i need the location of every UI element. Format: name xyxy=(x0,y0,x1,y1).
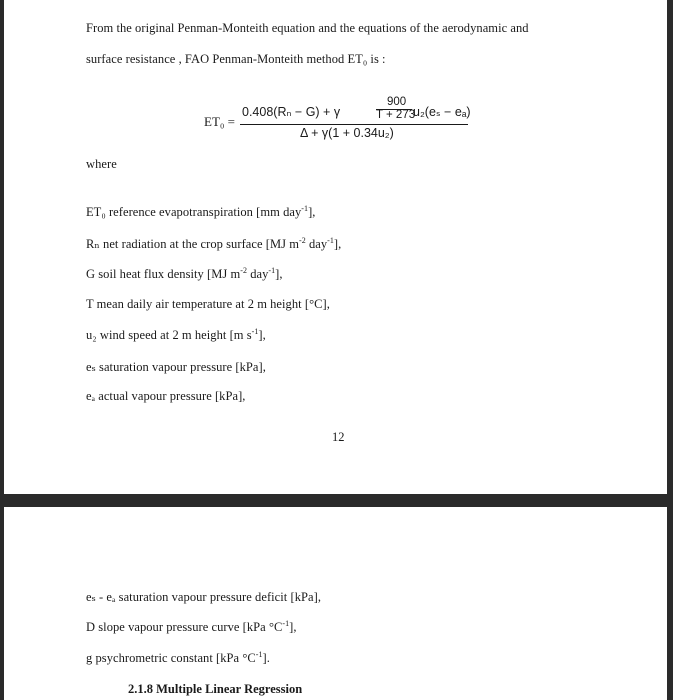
definition-u2 xyxy=(86,328,266,343)
equation-lhs: ET₀ = xyxy=(204,114,235,129)
equation-denominator: Δ + γ(1 + 0.34u₂) xyxy=(300,126,394,140)
definition-t xyxy=(86,297,330,312)
definition-sup-2: -1 xyxy=(327,236,334,245)
definition-text: G soil heat flux density [MJ m xyxy=(86,267,241,281)
where-label: where xyxy=(86,157,117,171)
definition-text: eₐ actual vapour pressure [kPa], xyxy=(86,389,246,403)
definition-text: D slope vapour pressure curve [kPa °C xyxy=(86,620,283,634)
definition-sup: -2 xyxy=(240,266,248,275)
definition-after: ], xyxy=(333,237,342,251)
definition-sup: -1 xyxy=(301,204,309,213)
document-page-1 xyxy=(4,0,667,494)
section-heading: 2.1.8 Multiple Linear Regression xyxy=(128,682,303,696)
definition-after: ], xyxy=(275,267,283,281)
definition-text: eₛ - eₐ saturation vapour pressure deficit [kPa], xyxy=(86,590,321,604)
definition-psychrometric xyxy=(86,651,270,666)
equation-fraction-bottom: T + 273 xyxy=(376,109,416,121)
definition-after: ], xyxy=(308,205,316,219)
page-number: 12 xyxy=(332,430,345,444)
definition-rn xyxy=(86,236,341,252)
definition-slope xyxy=(86,620,297,635)
definition-sup-2: -1 xyxy=(268,266,276,275)
definition-sup: -2 xyxy=(299,236,306,245)
definition-text: eₛ saturation vapour pressure [kPa], xyxy=(86,360,266,374)
definition-deficit xyxy=(86,589,321,605)
definition-sup: -1 xyxy=(255,650,263,659)
definition-after: ], xyxy=(258,328,266,342)
document-page-2 xyxy=(4,507,667,700)
equation-main-bar xyxy=(240,124,468,125)
definition-text: u₂ wind speed at 2 m height [m s xyxy=(86,328,252,342)
equation-numerator-start: 0.408(Rₙ − G) + γ xyxy=(242,105,341,119)
definition-es xyxy=(86,359,266,375)
definition-et0 xyxy=(86,205,315,220)
penman-monteith-equation xyxy=(204,96,474,148)
intro-line-1: From the original Penman-Monteith equation and the equations of the aerodynamic and xyxy=(86,21,529,35)
definition-sup: -1 xyxy=(282,619,290,628)
definition-text: ET₀ reference evapotranspiration [mm day xyxy=(86,205,302,219)
definition-mid: day xyxy=(305,237,328,251)
equation-numerator-end: u₂(eₛ − eₐ) xyxy=(413,105,471,119)
definition-text: T mean daily air temperature at 2 m height [°C], xyxy=(86,297,330,311)
definition-sup: -1 xyxy=(251,327,259,336)
intro-line-2: surface resistance , FAO Penman-Monteith method ET₀ is : xyxy=(86,52,386,66)
definition-after: ]. xyxy=(262,651,270,665)
definition-g xyxy=(86,267,283,282)
equation-fraction-top: 900 xyxy=(387,96,407,108)
definition-ea xyxy=(86,389,245,404)
definition-after: ], xyxy=(289,620,297,634)
definition-text: g psychrometric constant [kPa °C xyxy=(86,651,256,665)
definition-mid: day xyxy=(247,267,269,281)
definition-text: Rₙ net radiation at the crop surface [MJ m xyxy=(86,237,299,251)
